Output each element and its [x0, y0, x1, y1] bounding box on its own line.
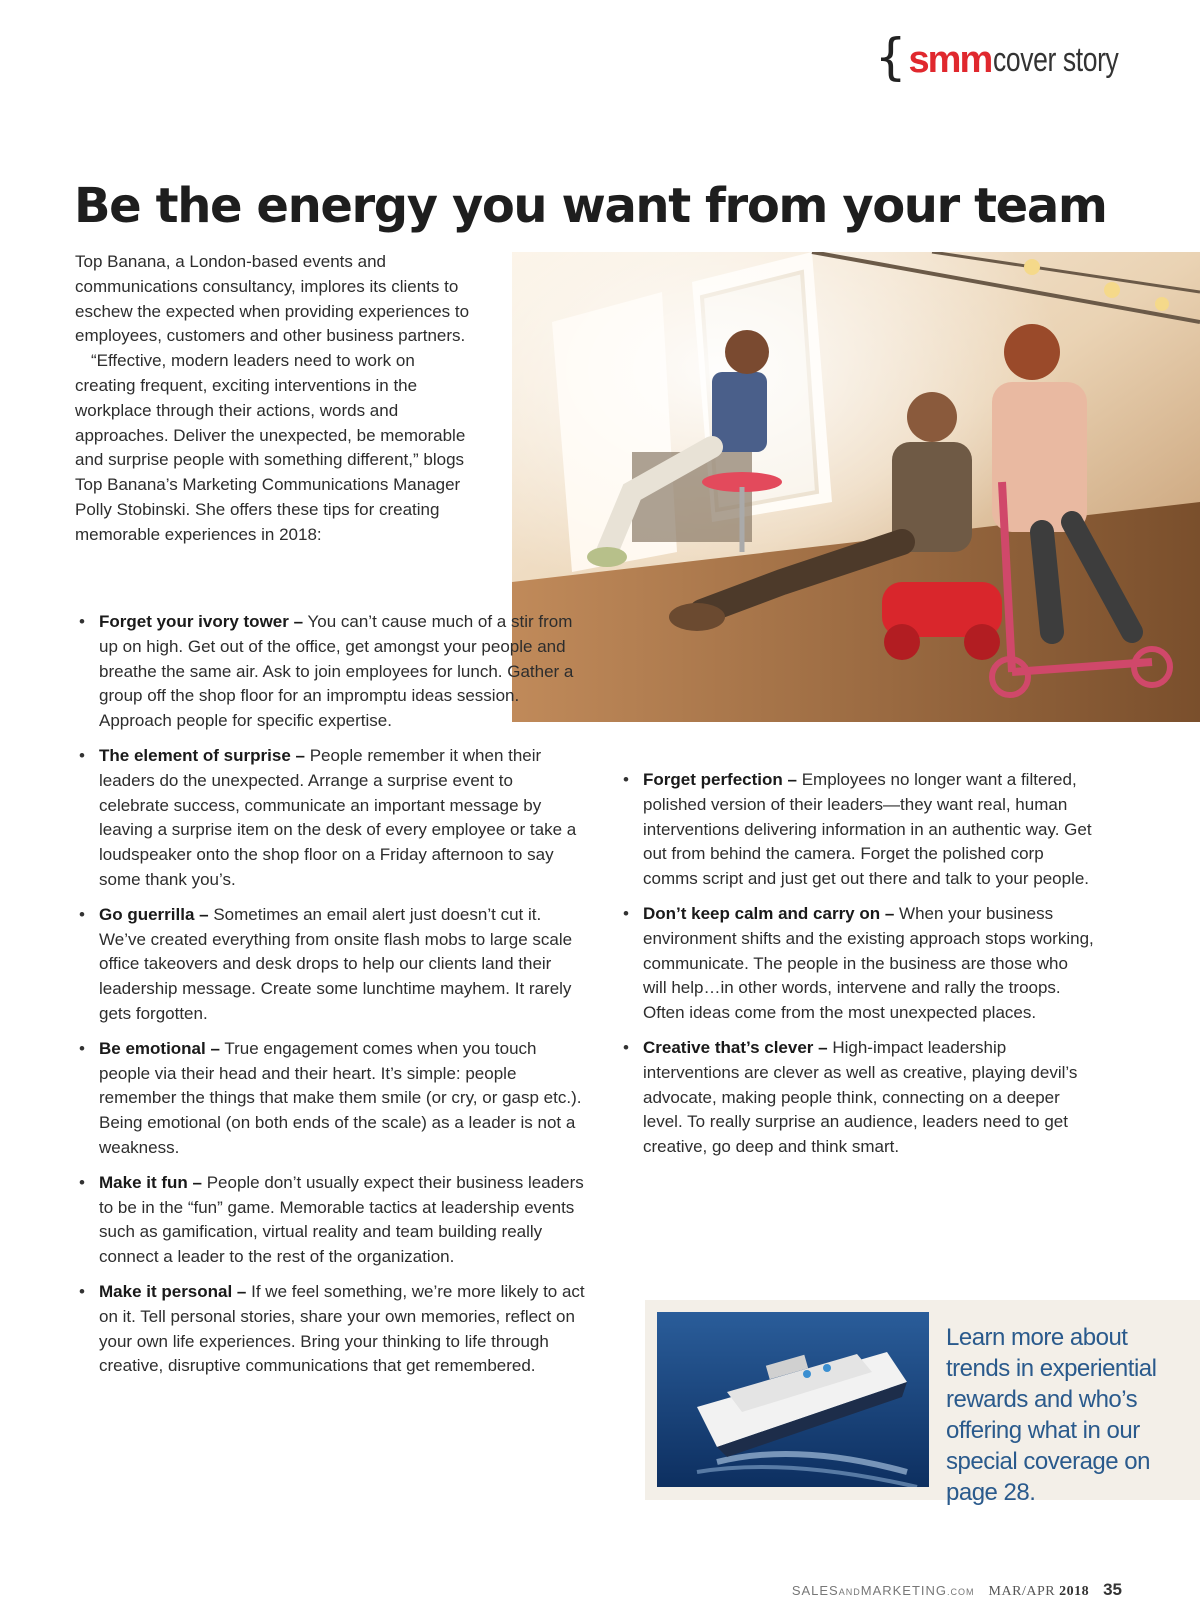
tip-item — [619, 768, 1094, 892]
tip-item — [75, 1037, 585, 1161]
cruise-ship-photo — [657, 1312, 929, 1487]
tips-list-right — [619, 768, 1094, 1170]
tip-item — [619, 902, 1094, 1026]
site-part: SALES — [791, 1583, 839, 1598]
tip-title: Make it fun – — [99, 1172, 202, 1192]
tip-title: The element of surprise – — [99, 745, 305, 765]
cruise-ship-illustration — [657, 1312, 929, 1487]
office-fun-illustration — [512, 252, 1200, 722]
tips-list-left — [75, 610, 585, 1389]
intro-paragraph: “Effective, modern leaders need to work on creating frequent, exciting interventions in the workplace through their actions, words and approaches. Deliver the unexpected, be memorable and surprise people with something different,” blogs Top Banana’s Marketing Communications Manager Polly Stobinski. She offers these tips for creating memorable experiences in 2018: — [75, 351, 466, 544]
brace-ornament: { — [874, 28, 907, 86]
tip-title: Creative that’s clever – — [643, 1037, 828, 1057]
tip-title: Make it personal – — [99, 1281, 247, 1301]
tip-item — [75, 744, 585, 893]
tip-title: Go guerrilla – — [99, 904, 209, 924]
tip-item — [75, 1280, 585, 1379]
site-part: MARKETING — [860, 1583, 948, 1598]
tip-item — [75, 1171, 585, 1270]
tip-text: You can’t cause much of a stir from up on high. Get out of the office, get amongst your people and breathe the same air. Ask to join employees for lunch. Gather a group off the shop floor for an impromptu ideas session. Approach people for specific expertise. — [99, 612, 574, 731]
tip-item — [75, 610, 585, 734]
tip-title: Forget perfection – — [643, 770, 797, 789]
tip-text: High-impact leadership interventions are clever as well as creative, playing devil’s advocate, making people think, connecting on a deeper level. To really surprise an audience, leaders need to get creative, go deep and think smart. — [643, 1037, 1078, 1157]
site-part: AND — [838, 1587, 861, 1597]
tip-item — [619, 1036, 1094, 1160]
tip-title: Don’t keep calm and carry on – — [643, 903, 895, 923]
tip-title: Be emotional – — [99, 1038, 220, 1058]
tip-text: People remember it when their leaders do the unexpected. Arrange a surprise event to celebrate success, communicate an important message by leaving a surprise item on the desk of every employee or take a loudspeaker onto the shop floor on a Friday afternoon to say some thank you’s. — [99, 745, 577, 889]
tip-title: Forget your ivory tower – — [99, 612, 304, 631]
page-footer — [792, 1580, 1122, 1600]
issue-month: MAR/APR — [988, 1584, 1056, 1599]
intro-text — [75, 250, 475, 548]
tip-text: People don’t usually expect their business leaders to be in the “fun” game. Memorable tactics at leadership events such as gamification, virtual reality and team building really connect a leader to the rest of the organization. — [99, 1172, 584, 1267]
tip-text: Employees no longer want a filtered, polished version of their leaders—they want real, human interventions delivering information in an authentic way. Get out from behind the camera. Forget the polished corp comms script and just get out there and talk to your people. — [643, 770, 1092, 889]
intro-paragraph: Top Banana, a London-based events and communications consultancy, implores its clients to eschew the expected when providing experiences to employees, customers and other business partners. — [75, 252, 470, 346]
section-label: cover story — [993, 40, 1119, 79]
tip-text: Sometimes an email alert just doesn’t cut it. We’ve created everything from onsite flash mobs to large scale office takeovers and desk drops to help our clients land their leadership message. Create some lunchtime mayhem. It rarely gets forgotten. — [99, 904, 573, 1023]
issue-date — [989, 1584, 1090, 1600]
issue-year: 2018 — [1059, 1584, 1090, 1599]
hero-photo — [512, 252, 1200, 722]
section-tag — [874, 28, 1154, 86]
promo-text: Learn more about trends in experiential rewards and who’s offering what in our special coverage on page 28. — [946, 1324, 1157, 1506]
headline: Be the energy you want from your team — [74, 178, 1107, 234]
brand-logo: smm — [908, 38, 992, 81]
tip-item — [75, 903, 585, 1027]
tip-text: If we feel something, we’re more likely to act on it. Tell personal stories, share your own memories, reflect on your own life experiences. Bring your thinking to life through creative, disruptive communications that get remembered. — [99, 1281, 585, 1376]
tip-text: True engagement comes when you touch people via their head and their heart. It’s simple: people remember the things that make them smile (or cry, or gasp etc.). Being emotional (on both ends of the scale) as a leader is not a weakness. — [99, 1038, 582, 1157]
site-part: .COM — [947, 1587, 975, 1597]
website-url — [792, 1583, 975, 1598]
tip-text: When your business environment shifts and the existing approach stops working, communicate. The people in the business are those who will help…in other words, intervene and rally the troops. Often ideas come from the most unexpected places. — [643, 903, 1094, 1023]
page-number: 35 — [1103, 1580, 1122, 1599]
